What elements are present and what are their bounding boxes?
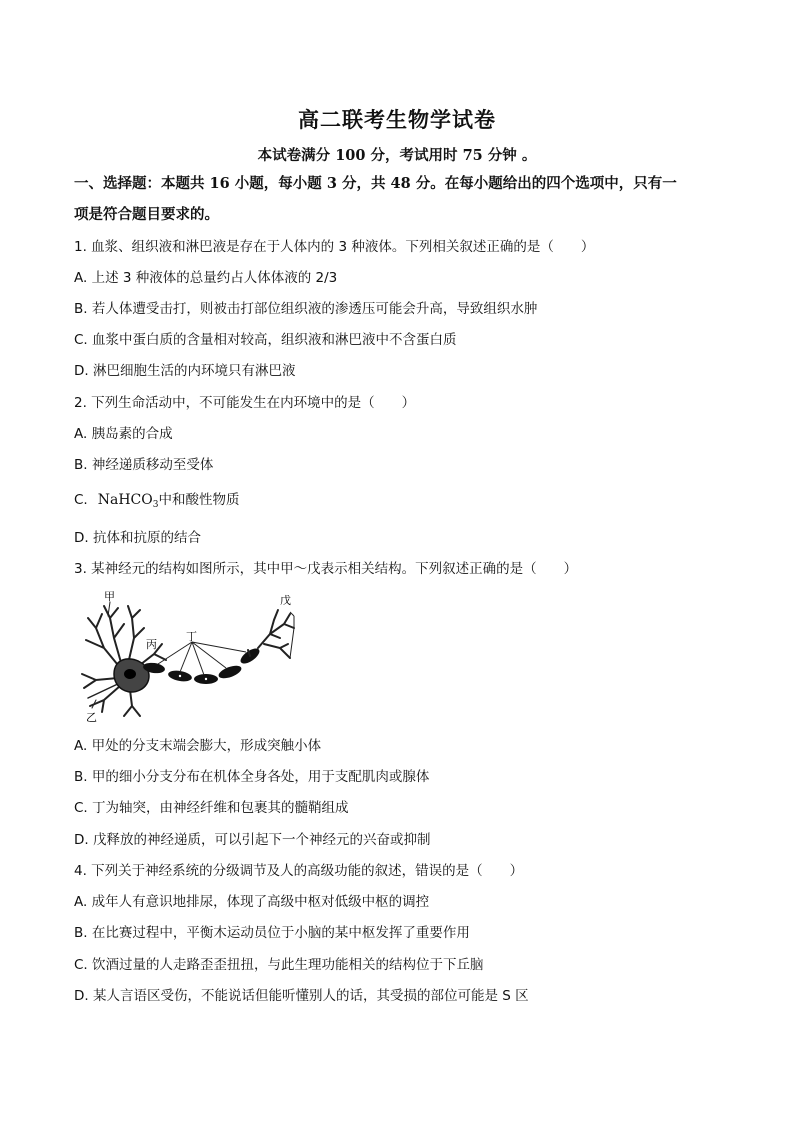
- question-1-option-c: C. 血浆中蛋白质的含量相对较高，组织液和淋巴液中不含蛋白质: [74, 332, 457, 348]
- label-ding: 丁: [186, 630, 197, 643]
- question-3-stem: 3. 某神经元的结构如图所示，其中甲～戊表示相关结构。下列叙述正确的是（ ）: [74, 561, 578, 577]
- label-wu: 戊: [280, 594, 291, 607]
- question-3-option-a: A. 甲处的分支末端会膨大，形成突触小体: [74, 738, 322, 754]
- question-2-option-c: [74, 490, 239, 515]
- question-1-option-d: D. 淋巴细胞生活的内环境只有淋巴液: [74, 363, 296, 379]
- question-2-stem: 2. 下列生命活动中，不可能发生在内环境中的是（ ）: [74, 395, 416, 411]
- question-2-option-c-text: 中和酸性物质: [158, 492, 240, 508]
- formula-main: NaHCO: [97, 492, 153, 508]
- question-3-option-c: C. 丁为轴突，由神经纤维和包裹其的髓鞘组成: [74, 800, 349, 816]
- nucleus: [124, 669, 136, 679]
- label-jia: 甲: [104, 590, 115, 603]
- question-2-option-b: B. 神经递质移动至受体: [74, 457, 214, 473]
- question-4-option-d: D. 某人言语区受伤，不能说话但能听懂别人的话，其受损的部位可能是 S 区: [74, 988, 529, 1004]
- question-2-option-d: D. 抗体和抗原的结合: [74, 530, 201, 546]
- exam-subtitle: 本试卷满分 100 分，考试用时 75 分钟 。: [257, 147, 537, 164]
- question-4-stem: 4. 下列关于神经系统的分级调节及人的高级功能的叙述，错误的是（ ）: [74, 863, 524, 879]
- question-3-option-d: D. 戊释放的神经递质，可以引起下一个神经元的兴奋或抑制: [74, 832, 431, 848]
- question-2-option-c-prefix: C.: [74, 492, 88, 508]
- neuron-diagram: [74, 588, 304, 723]
- question-1-option-a: A. 上述 3 种液体的总量约占人体体液的 2/3: [74, 270, 338, 286]
- label-bing: 丙: [146, 638, 157, 651]
- section-heading-line2: 项是符合题目要求的。: [74, 206, 219, 223]
- question-1-stem: 1. 血浆、组织液和淋巴液是存在于人体内的 3 种液体。下列相关叙述正确的是（ ）: [74, 239, 595, 255]
- question-4-option-c: C. 饮酒过量的人走路歪歪扭扭，与此生理功能相关的结构位于下丘脑: [74, 957, 484, 973]
- chemical-formula: [98, 492, 159, 508]
- question-4-option-b: B. 在比赛过程中，平衡木运动员位于小脑的某中枢发挥了重要作用: [74, 925, 470, 941]
- question-1-option-b: B. 若人体遭受击打，则被击打部位组织液的渗透压可能会升高，导致组织水肿: [74, 301, 538, 317]
- formula-subscript: 3: [152, 500, 159, 510]
- question-2-option-a: A. 胰岛素的合成: [74, 426, 173, 442]
- section-heading-line1: 一、选择题：本题共 16 小题，每小题 3 分，共 48 分。在每小题给出的四个选项中，只有一: [74, 175, 677, 192]
- question-4-option-a: A. 成年人有意识地排尿，体现了高级中枢对低级中枢的调控: [74, 894, 430, 910]
- exam-title: 高二联考生物学试卷: [298, 107, 496, 132]
- question-3-option-b: B. 甲的细小分支分布在机体全身各处，用于支配肌肉或腺体: [74, 769, 430, 785]
- label-yi: 乙: [86, 711, 97, 723]
- neuron-figure: [74, 588, 304, 723]
